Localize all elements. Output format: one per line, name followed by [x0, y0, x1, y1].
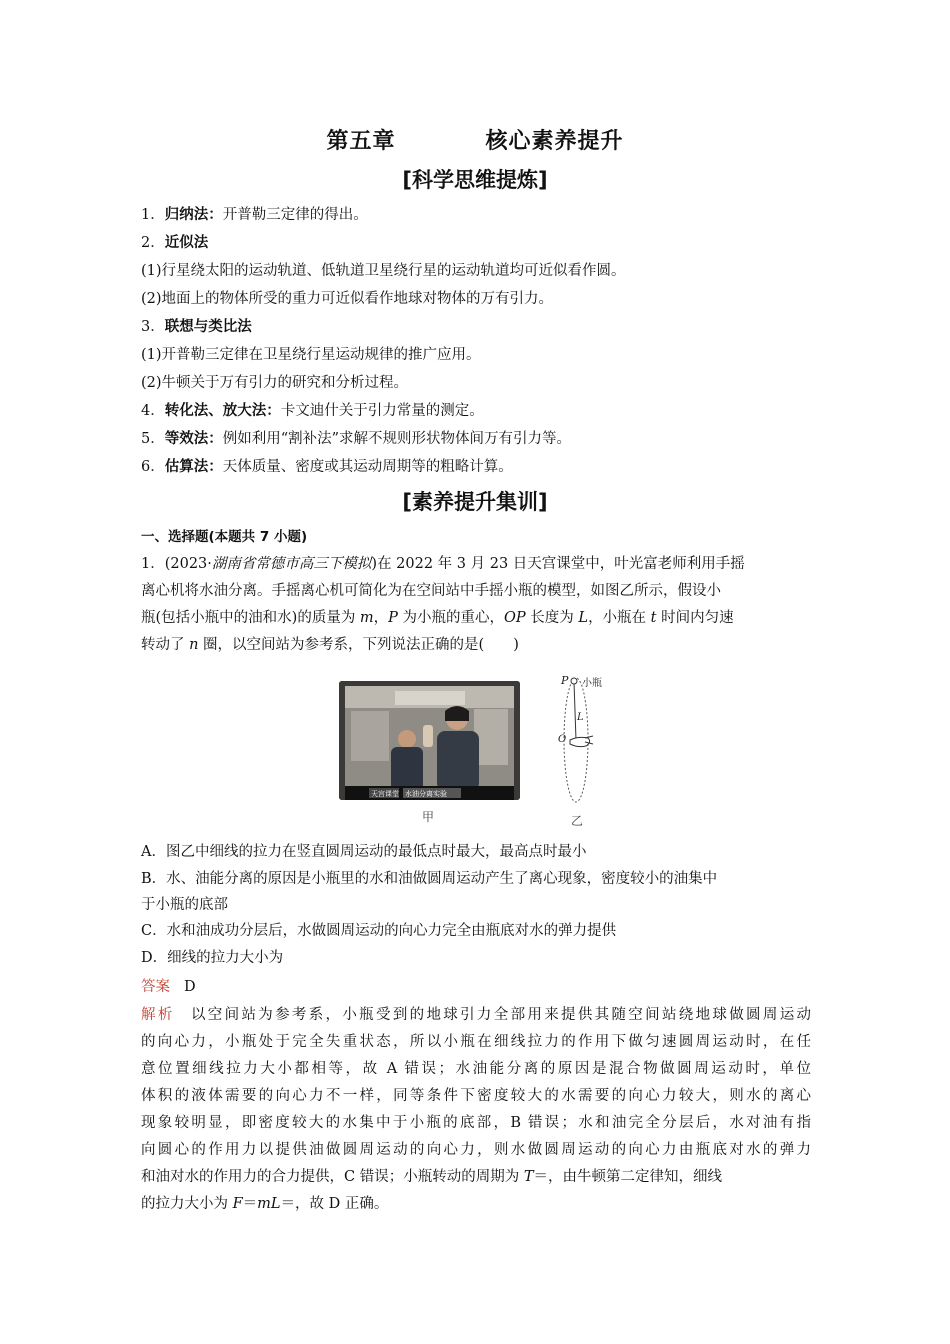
- analysis-line: 的拉力大小为 F＝mL＝，故 D 正确。: [141, 1196, 389, 1212]
- photo-tiangong-classroom: [339, 681, 520, 800]
- analysis-line: 意位置细线拉力大小都相等，故 A 错误；水油能分离的原因是混合物做圆周运动时，单位: [141, 1061, 811, 1077]
- question-line: 瓶(包括小瓶中的油和水)的质量为 m，P 为小瓶的重心，OP 长度为 L，小瓶在 t 时间内匀速: [141, 610, 734, 626]
- label-l: L: [577, 712, 584, 723]
- chapter-name: 核心素养提升: [485, 129, 624, 154]
- section-heading-training: [素养提升集训]: [402, 490, 548, 514]
- method-item: 2．近似法: [141, 235, 209, 251]
- method-subitem: (1)行星绕太阳的运动轨道、低轨道卫星绕行星的运动轨道均可近似看作圆。: [141, 263, 626, 279]
- analysis-line: 和油对水的作用力的合力提供，C 错误；小瓶转动的周期为 T＝，由牛顿第二定律知，细线: [141, 1169, 722, 1185]
- method-subitem: (2)地面上的物体所受的重力可近似看作地球对物体的万有引力。: [141, 291, 554, 307]
- screen-tag: 天宫课堂: [371, 790, 399, 798]
- analysis-label: 解析: [141, 1007, 175, 1023]
- method-subitem: (2)牛顿关于万有引力的研究和分析过程。: [141, 375, 409, 391]
- method-item: 1．归纳法：开普勒三定律的得出。: [141, 207, 368, 223]
- chapter-title: [0, 124, 950, 155]
- section-heading-thinking: [科学思维提炼]: [402, 168, 548, 192]
- question-line: 离心机将水油分离。手摇离心机可简化为在空间站中手摇小瓶的模型，如图乙所示，假设小: [141, 583, 721, 599]
- label-p: P: [561, 674, 569, 687]
- part-heading: 一、选择题(本题共 7 小题): [141, 529, 308, 545]
- option-b-cont: 于小瓶的底部: [141, 897, 228, 913]
- analysis-line: 的向心力，小瓶处于完全失重状态，所以小瓶在细线拉力的作用下做匀速圆周运动时，在任: [141, 1034, 811, 1050]
- label-bottle: 小瓶: [582, 678, 602, 689]
- diagram-bottle-circle: [555, 672, 645, 812]
- method-item: 4．转化法、放大法：卡文迪什关于引力常量的测定。: [141, 403, 484, 419]
- question-line: 转动了 n 圈，以空间站为参考系，下列说法正确的是( ): [141, 637, 519, 653]
- analysis-line: 体积的液体需要的向心力不一样，同等条件下密度较大的水需要的向心力较大，则水的离心: [141, 1088, 811, 1104]
- label-o: O: [558, 734, 567, 745]
- option-a: A．图乙中细线的拉力在竖直圆周运动的最低点时最大，最高点时最小: [141, 844, 587, 860]
- method-subitem: (1)开普勒三定律在卫星绕行星运动规律的推广应用。: [141, 347, 481, 363]
- answer-value: D: [184, 979, 196, 995]
- method-item: 6．估算法：天体质量、密度或其运动周期等的粗略计算。: [141, 459, 513, 475]
- analysis-line: 向圆心的作用力以提供油做圆周运动的向心力，则水做圆周运动的向心力由瓶底对水的弹力: [141, 1142, 811, 1158]
- figure-caption-a: 甲: [422, 810, 435, 824]
- answer-line: [141, 977, 811, 997]
- option-b: B．水、油能分离的原因是小瓶里的水和油做圆周运动产生了离心现象，密度较小的油集中: [141, 871, 718, 887]
- option-c: C．水和油成功分层后，水做圆周运动的向心力完全由瓶底对水的弹力提供: [141, 923, 617, 939]
- analysis-line: 解析 以空间站为参考系，小瓶受到的地球引力全部用来提供其随空间站绕地球做圆周运动: [141, 1007, 812, 1023]
- question-line: 1．(2023·湖南省常德市高三下模拟)在 2022 年 3 月 23 日天宫课堂中，叶光富老师利用手摇: [141, 556, 745, 572]
- method-item: 5．等效法：例如利用“割补法”求解不规则形状物体间万有引力等。: [141, 431, 572, 447]
- figure-caption-b: 乙: [571, 814, 584, 828]
- answer-label: 答案: [141, 979, 170, 995]
- screen-tag: 水油分离实验: [405, 790, 447, 798]
- analysis-line: 现象较明显，即密度较大的水集中于小瓶的底部，B 错误；水和油完全分层后，水对油有指: [141, 1115, 811, 1131]
- option-d: D．细线的拉力大小为: [141, 950, 284, 966]
- chapter-number: 第五章: [326, 129, 396, 154]
- method-item: 3．联想与类比法: [141, 319, 252, 335]
